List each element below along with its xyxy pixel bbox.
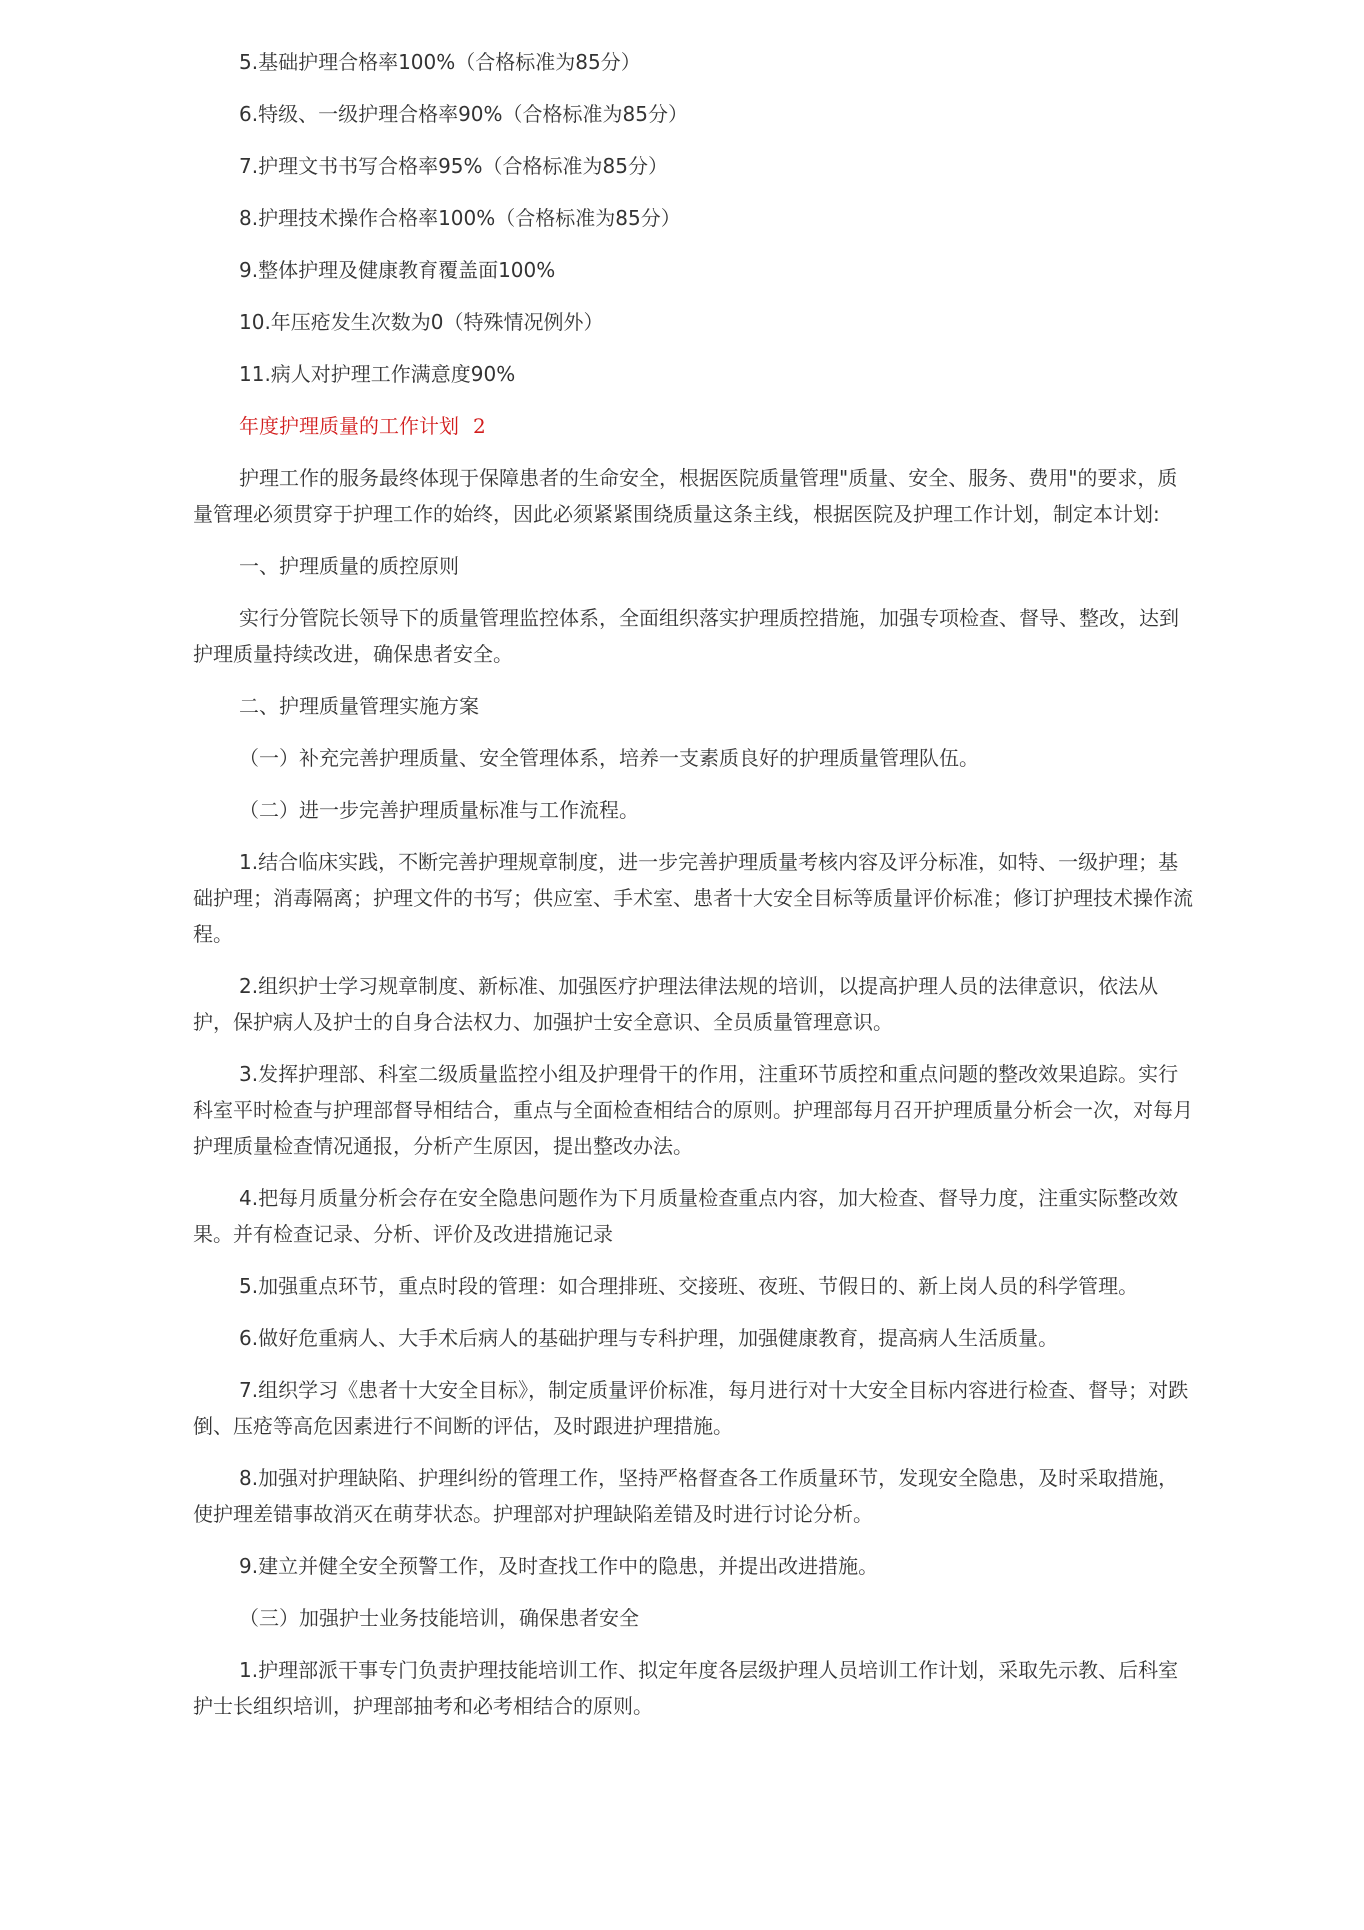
list-item-basic-care-rate: 5.基础护理合格率100%（合格标准为85分） <box>239 50 641 74</box>
list-item-technique-rate: 8.护理技术操作合格率100%（合格标准为85分） <box>239 206 681 230</box>
measure-6: 6.做好危重病人、大手术后病人的基础护理与专科护理，加强健康教育，提高病人生活质量。 <box>239 1326 1059 1350</box>
list-item-documentation-rate: 7.护理文书书写合格率95%（合格标准为85分） <box>239 154 668 178</box>
list-item-holistic-care-coverage: 9.整体护理及健康教育覆盖面100% <box>239 258 556 282</box>
measure-5: 5.加强重点环节，重点时段的管理：如合理排班、交接班、夜班、节假日的、新上岗人员的科学管理。 <box>239 1274 1139 1298</box>
principles-paragraph: 实行分管院长领导下的质量管理监控体系，全面组织落实护理质控措施，加强专项检查、督导、整改，达到护理质量持续改进，确保患者安全。 <box>193 606 1179 666</box>
subheading-principles: 一、护理质量的质控原则 <box>239 554 459 578</box>
implementation-item-1: （一）补充完善护理质量、安全管理体系，培养一支素质良好的护理质量管理队伍。 <box>239 746 979 770</box>
list-item-satisfaction-rate: 11.病人对护理工作满意度90% <box>239 362 516 386</box>
section-heading-number: 2 <box>473 414 486 438</box>
measure-2: 2.组织护士学习规章制度、新标准、加强医疗护理法律法规的培训，以提高护理人员的法律意识，依法从护，保护病人及护士的自身合法权力、加强护士安全意识、全员质量管理意识。 <box>193 974 1159 1034</box>
document-page <box>193 44 1193 1740</box>
intro-paragraph: 护理工作的服务最终体现于保障患者的生命安全，根据医院质量管理"质量、安全、服务、费用"的要求，质量管理必须贯穿于护理工作的始终，因此必须紧紧围绕质量这条主线，根据医院及护理工作计划，制定本计划: <box>193 466 1178 526</box>
measure-1: 1.结合临床实践，不断完善护理规章制度，进一步完善护理质量考核内容及评分标准，如特、一级护理；基础护理；消毒隔离；护理文件的书写；供应室、手术室、患者十大安全目标等质量评价标准；修订护理技术操作流程。 <box>193 850 1193 946</box>
subheading-implementation: 二、护理质量管理实施方案 <box>239 694 479 718</box>
measure-7: 7.组织学习《患者十大安全目标》，制定质量评价标准，每月进行对十大安全目标内容进行检查、督导；对跌倒、压疮等高危因素进行不间断的评估，及时跟进护理措施。 <box>193 1378 1189 1438</box>
training-measure-1: 1.护理部派干事专门负责护理技能培训工作、拟定年度各层级护理人员培训工作计划，采取先示教、后科室护士长组织培训，护理部抽考和必考相结合的原则。 <box>193 1658 1179 1718</box>
implementation-item-2: （二）进一步完善护理质量标准与工作流程。 <box>239 798 639 822</box>
implementation-item-3: （三）加强护士业务技能培训，确保患者安全 <box>239 1606 639 1630</box>
section-heading-title: 年度护理质量的工作计划 <box>239 414 459 438</box>
list-item-pressure-sore-count: 10.年压疮发生次数为0（特殊情况例外） <box>239 310 604 334</box>
list-item-special-care-rate: 6.特级、一级护理合格率90%（合格标准为85分） <box>239 102 688 126</box>
measure-8: 8.加强对护理缺陷、护理纠纷的管理工作，坚持严格督查各工作质量环节，发现安全隐患，及时采取措施，使护理差错事故消灭在萌芽状态。护理部对护理缺陷差错及时进行讨论分析。 <box>193 1466 1179 1526</box>
measure-3: 3.发挥护理部、科室二级质量监控小组及护理骨干的作用，注重环节质控和重点问题的整改效果追踪。实行科室平时检查与护理部督导相结合，重点与全面检查相结合的原则。护理部每月召开护理质量分析会一次，对每月护理质量检查情况通报，分析产生原因，提出整改办法。 <box>193 1062 1193 1158</box>
measure-9: 9.建立并健全安全预警工作，及时查找工作中的隐患，并提出改进措施。 <box>239 1554 879 1578</box>
section-heading <box>193 408 1193 444</box>
measure-4: 4.把每月质量分析会存在安全隐患问题作为下月质量检查重点内容，加大检查、督导力度，注重实际整改效果。并有检查记录、分析、评价及改进措施记录 <box>193 1186 1179 1246</box>
